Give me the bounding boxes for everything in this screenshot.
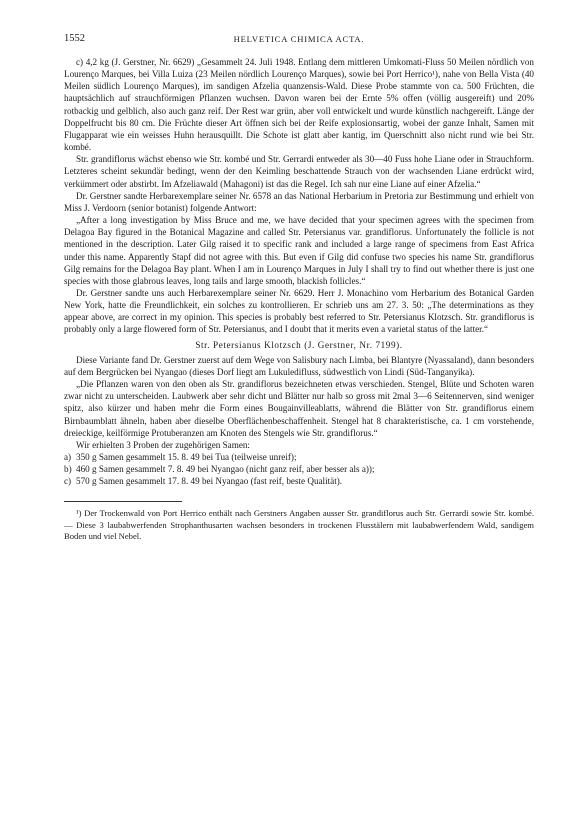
list-item xyxy=(64,475,534,487)
page xyxy=(64,33,534,543)
list-item xyxy=(64,463,534,475)
list-item-label: a) xyxy=(64,452,72,462)
list-item-label: c) xyxy=(64,476,72,487)
paragraph-monachino: Dr. Gerstner sandte uns auch Herbarexemplare seiner Nr. 6629. Herr J. Monachino vom Herbarium des Botanical Garden New York, hatte die Freundlichkeit, ein solches zu kontrollieren. Er schrieb uns am 27. 3. 50: „The determinations as they appear above, are correct in my opinion. This species is probably best referred to Str. Petersianus Klotzsch. Str. grandiflorus is probably only a large flowered form of Str. Petersianus, and I doubt that it merits even a varietal status of the latter.“ xyxy=(64,287,534,335)
list-item-text: 350 g Samen gesammelt 15. 8. 49 bei Tua (teilweise unreif); xyxy=(76,452,297,462)
section-heading-petersianus: Str. Petersianus Klotzsch (J. Gerstner, Nr. 7199). xyxy=(195,339,403,350)
paragraph-herbarium-pretoria: Dr. Gerstner sandte Herbarexemplare seiner Nr. 6578 an das National Herbarium in Pretoria zur Bestimmung und erhielt von Miss J. Verdoorn (senior botanist) folgende Antwort: xyxy=(64,190,534,213)
quote-plant-description: „Die Pflanzen waren von den oben als Str. grandiflorus bezeichneten etwas verschieden. Stengel, Blüte und Schoten waren zwar nicht zu unterscheiden. Laubwerk aber sehr dicht und Blätter nur halb so gross mit 2mal 3—6 Seitennerven, sind weniger spitz, also kürzer und haben mehr die Form eines Bougainvilleablatts, während die Blätter von Str. grandiflorus einem Birnbaumblatt ähneln, haben aber dieselbe Oberflächenbeschaffenheit. Stengel hat 8 charakteristische, ca. 1 cm vorstehende, dreieckige, keilförmige Protuberanzen am Knoten des Stengels wie Str. grandiflorus.“ xyxy=(64,379,534,438)
article-body xyxy=(64,56,534,543)
paragraph-samples-intro: Wir erhielten 3 Proben der zugehörigen Samen: xyxy=(76,439,250,450)
paragraph-growth-form: Str. grandiflorus wächst ebenso wie Str. kombé und Str. Gerrardi entweder als 30—40 Fuss hohe Liane oder in Strauchform. Letzteres scheint sekundär bedingt, wenn der den Keimling beschattende Strauch von der wachsenden Liane erdrückt wird, verkümmert oder abstirbt. Im Afzeliawald (Mahagoni) ist das die Regel. Ich sah nur eine Liane auf einer Afzelia.“ xyxy=(64,154,534,189)
running-header xyxy=(64,33,534,49)
list-item-label: b) xyxy=(64,464,72,475)
paragraph-sample-c: c) 4,2 kg (J. Gerstner, Nr. 6629) „Gesammelt 24. Juli 1948. Entlang dem mittleren Umkomati-Fluss 50 Meilen nördlich von Lourenço Marques, bei Villa Luiza (23 Meilen nördlich Lourenço Marques), sowie bei Port Herrico¹), nahe von Bella Vista (40 Meilen südlich Lourenço Marques), im sandigen Afzelia quanzensis-Wald. Diese Probe stammte von ca. 500 Früchten, die hauptsächlich auf strauchförmigen Pflanzen wuchsen. Davon waren bei der Ernte 5% offen (völlig ausgereift) und 20% rotbackig und gelblich, also auch ganz reif. Der Rest war grün, aber voll entwickelt und wurde künstlich nachgereift. Länge der Doppelfrucht bis 80 cm. Die Früchte dieser Art öffnen sich bei der Reife explosionsartig, wobei der ganze Inhalt, Samen mit Flugapparat wie ein weisses Huhn herausquillt. Die Schote ist glatt aber kantig, im Querschnitt also nicht rund wie bei Str. kombé. xyxy=(64,57,534,153)
page-number: 1552 xyxy=(64,33,85,44)
list-item xyxy=(64,451,534,463)
footnote-divider xyxy=(64,501,182,502)
journal-title: HELVETICA CHIMICA ACTA. xyxy=(233,34,365,44)
paragraph-variant-location: Diese Variante fand Dr. Gerstner zuerst auf dem Wege von Salisbury nach Limba, bei Blantyre (Nyassaland), dann besonders auf dem Bergrücken bei Nyangao (dieses Dorf liegt am Lukuledifluss, südwestlich von Lindi (Süd-Tanganyika). xyxy=(64,354,534,377)
quote-verdoorn: „After a long investigation by Miss Bruce and me, we have decided that your specimen agrees with the specimen from Delagoa Bay figured in the Botanical Magazine and called Str. Petersianus var. grandiflorus. Unfortunately the follicle is not mentioned in the description. Later Gilg raised it to specific rank and included a large range of specimens from East Africa under this name. Apparently Stapf did not agree with this. But even if Gilg did confuse two species his name Str. grandiflorus Gilg remains for the Delagoa Bay plant. When I am in Lourenço Marques in July I shall try to find out whether there is just one species with those glabrous leaves, long tails and large smooth, blackish follicles.“ xyxy=(64,215,534,286)
samples-list xyxy=(64,451,534,487)
footnote: ¹) Der Trockenwald von Port Herrico enthält nach Gerstners Angaben ausser Str. grandiflorus auch Str. Gerrardi sowie Str. kombé. — Diese 3 laubabwerfenden Strophanthusarten wachsen besonders in trockenen Flusstälern mit laubabwerfendem Wald, sandigem Boden und viel Nebel. xyxy=(64,508,534,542)
list-item-text: 570 g Samen gesammelt 17. 8. 49 bei Nyangao (fast reif, beste Qualität). xyxy=(76,476,343,487)
list-item-text: 460 g Samen gesammelt 7. 8. 49 bei Nyangao (nicht ganz reif, aber besser als a)); xyxy=(76,464,375,475)
